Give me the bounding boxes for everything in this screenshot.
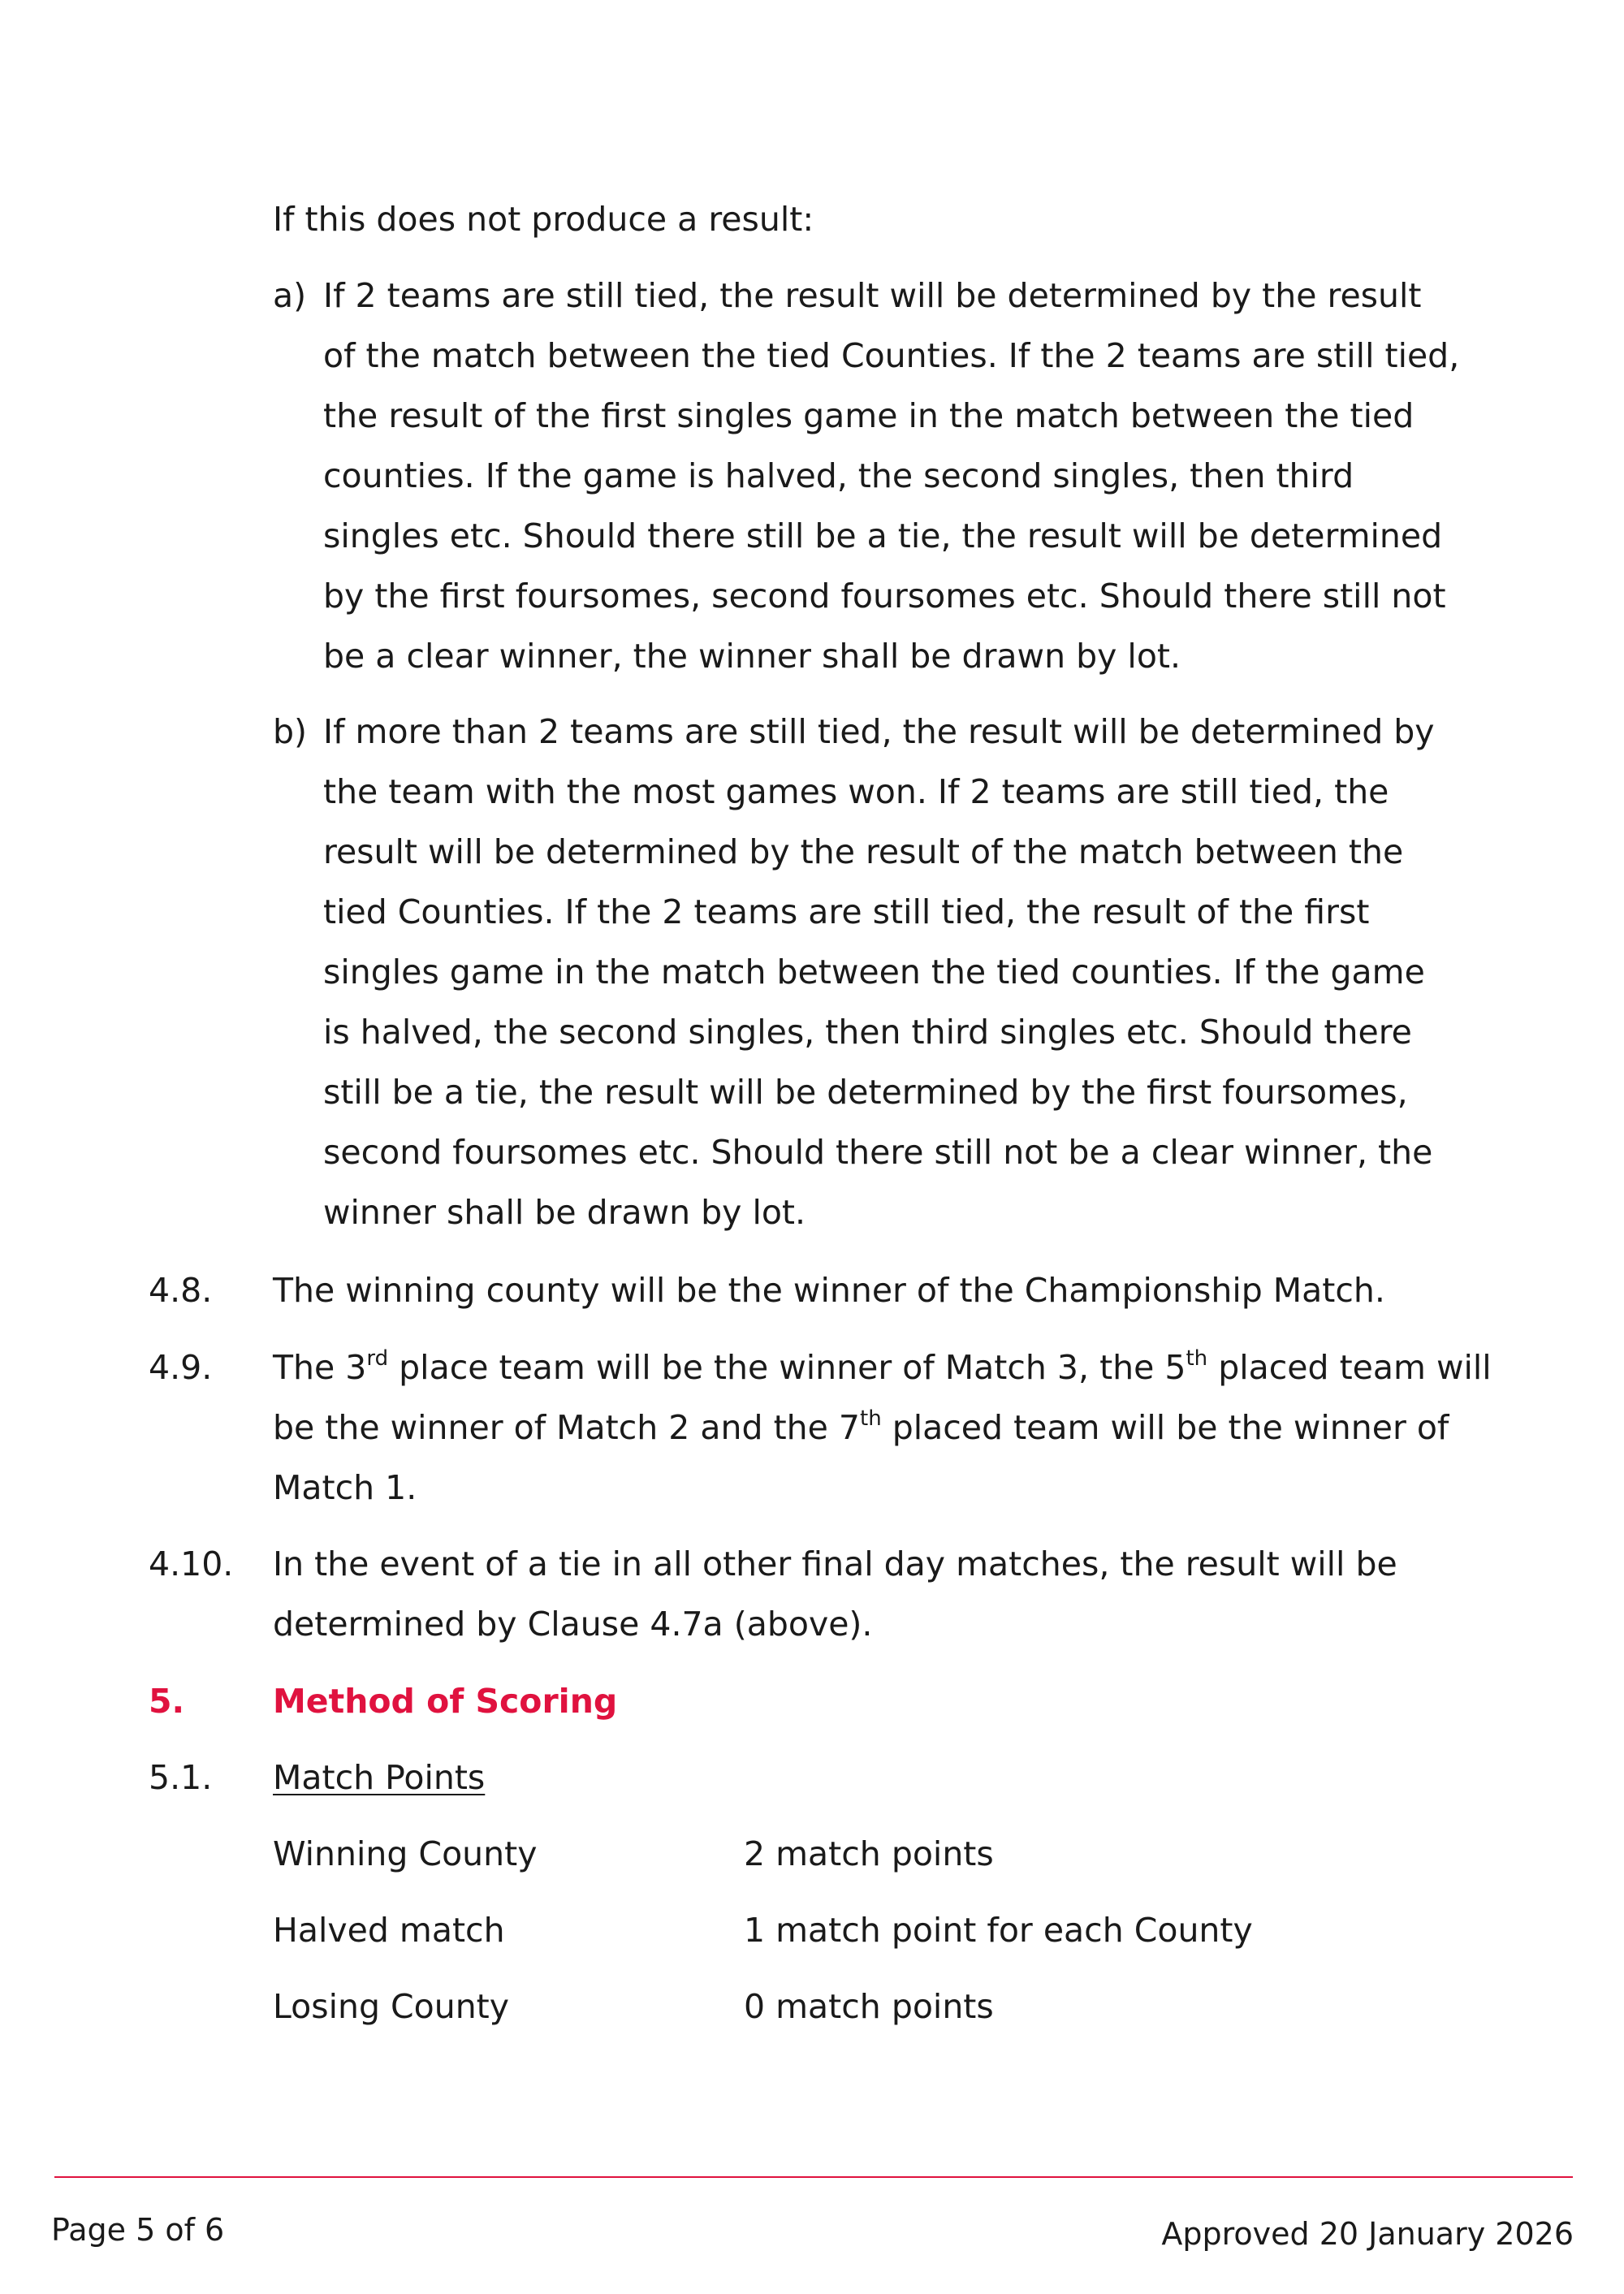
points-label: Winning County xyxy=(273,1834,538,1873)
sub-item-text: If 2 teams are still tied, the result will be determined by the result of the match between the tied Counties. If the 2 teams are still tied, the result of the first singles game in the match between the tied counties. If the game is halved, the second singles, then third singles etc. Should there still be a tie, the result will be determined by the first foursomes, second foursomes etc. Should there still not be a clear winner, the winner shall be drawn by lot. xyxy=(323,276,1460,676)
points-value: 1 match point for each County xyxy=(744,1911,1253,1950)
sub-item-marker: a) xyxy=(273,276,307,315)
sub-item-text: If more than 2 teams are still tied, the result will be determined by the team with the most games won. If 2 teams are still tied, the result will be determined by the result of the match between the tied Counties. If the 2 teams are still tied, the result of the first singles game in the match between the tied counties. If the game is halved, the second singles, then third singles etc. Should there still be a tie, the result will be determined by the first foursomes, second foursomes etc. Should there still not be a clear winner, the winner shall be drawn by lot. xyxy=(323,712,1435,1232)
clause-number-4-8: 4.8. xyxy=(149,1271,213,1310)
clause-4-9-sup3: th xyxy=(860,1406,882,1432)
clause-number-4-9: 4.9. xyxy=(149,1348,213,1387)
section-5-title: Method of Scoring xyxy=(273,1682,618,1721)
clause-text-4-10: In the event of a tie in all other final day matches, the result will be determined by Clause 4.7a (above). xyxy=(273,1544,1397,1644)
footer-divider xyxy=(54,2176,1573,2178)
clause-4-9-sup2: th xyxy=(1186,1346,1208,1372)
points-value: 0 match points xyxy=(744,1987,994,2026)
clause-4-9-part1: The 3 xyxy=(273,1348,367,1387)
points-label: Losing County xyxy=(273,1987,510,2026)
clause-4-9-part2: place team will be the winner of Match 3, the 5 xyxy=(388,1348,1186,1387)
points-value: 2 match points xyxy=(744,1834,994,1873)
clause-5-1-title: Match Points xyxy=(273,1758,486,1797)
footer-page-number: Page 5 of 6 xyxy=(51,2212,225,2248)
clause-5-1-row xyxy=(273,1748,1499,1808)
clause-text-4-8: The winning county will be the winner of the Championship Match. xyxy=(273,1271,1385,1310)
clause-text-4-9 xyxy=(273,1337,1499,1518)
clause-4-9-sup1: rd xyxy=(366,1346,389,1372)
intro-text: If this does not produce a result: xyxy=(273,200,814,239)
clause-4-9-part3: placed team will be the winner of Match 2 and the 7 xyxy=(273,1348,1492,1447)
section-5-number: 5. xyxy=(149,1682,185,1721)
clause-4-9-part4: placed team will be the winner of Match 1. xyxy=(273,1408,1449,1507)
footer-approved-date: Approved 20 January 2026 xyxy=(1161,2216,1574,2252)
sub-item-marker: b) xyxy=(273,712,308,751)
clause-number-4-10: 4.10. xyxy=(149,1544,234,1583)
sub-item-a xyxy=(273,266,1491,686)
sub-item-b xyxy=(273,702,1491,1242)
clause-number-5-1: 5.1. xyxy=(149,1758,213,1797)
points-label: Halved match xyxy=(273,1911,505,1950)
